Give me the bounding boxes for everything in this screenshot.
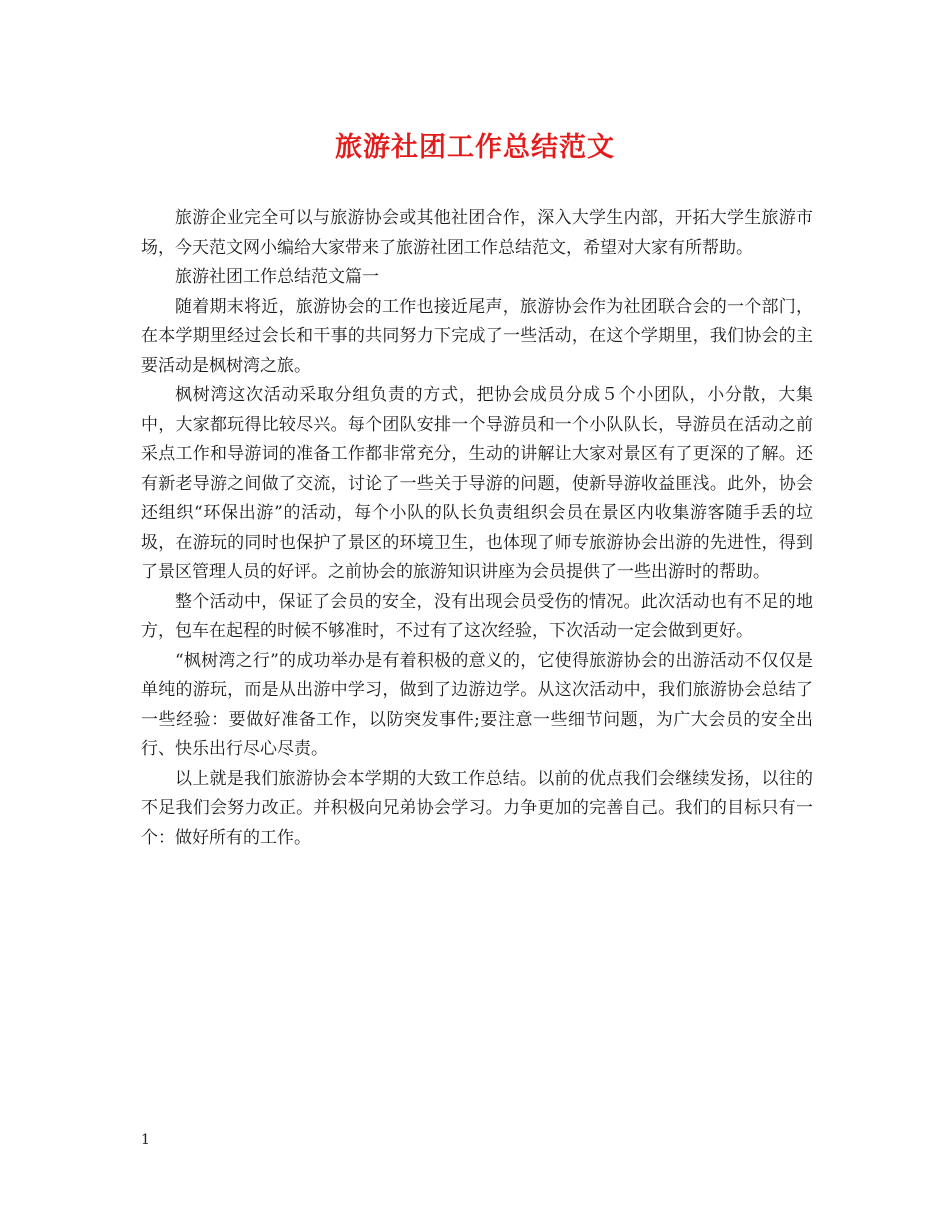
document-title: 旅游社团工作总结范文: [335, 132, 615, 163]
paragraph: 以上就是我们旅游协会本学期的大致工作总结。以前的优点我们会继续发扬，以往的不足我们会努力改正。并积极向兄弟协会学习。力争更加的完善自己。我们的目标只有一个：做好所有的工作。: [141, 768, 813, 848]
page-number: 1: [141, 1132, 150, 1148]
paragraph-intro: 旅游企业完全可以与旅游协会或其他社团合作，深入大学生内部，开拓大学生旅游市场，今天范文网小编给大家带来了旅游社团工作总结范文，希望对大家有所帮助。: [141, 208, 813, 258]
section-heading: 旅游社团工作总结范文篇一: [175, 267, 379, 287]
paragraph: 枫树湾这次活动采取分组负责的方式，把协会成员分成５个小团队，小分散，大集中，大家都玩得比较尽兴。每个团队安排一个导游员和一个小队队长，导游员在活动之前采点工作和导游词的准备工作都非常充分，生动的讲解让大家对景区有了更深的了解。还有新老导游之间做了交流，讨论了一些关于导游的问题，使新导游收益匪浅。此外，协会还组织“环保出游”的活动，每个小队的队长负责组织会员在景区内收集游客随手丢的垃圾，在游玩的同时也保护了景区的环境卫生，也体现了师专旅游协会出游的先进性，得到了景区管理人员的好评。之前协会的旅游知识讲座为会员提供了一些出游时的帮助。: [141, 385, 813, 582]
document-body: [141, 204, 813, 853]
paragraph: 随着期末将近，旅游协会的工作也接近尾声，旅游协会作为社团联合会的一个部门，在本学期里经过会长和干事的共同努力下完成了一些活动，在这个学期里，我们协会的主要活动是枫树湾之旅。: [141, 296, 813, 376]
paragraph: 整个活动中，保证了会员的安全，没有出现会员受伤的情况。此次活动也有不足的地方，包车在起程的时候不够准时，不过有了这次经验，下次活动一定会做到更好。: [141, 591, 813, 641]
paragraph: “枫树湾之行”的成功举办是有着积极的意义的，它使得旅游协会的出游活动不仅仅是单纯的游玩，而是从出游中学习，做到了边游边学。从这次活动中，我们旅游协会总结了一些经验：要做好准备工作，以防突发事件;要注意一些细节问题，为广大会员的安全出行、快乐出行尽心尽责。: [141, 650, 813, 759]
